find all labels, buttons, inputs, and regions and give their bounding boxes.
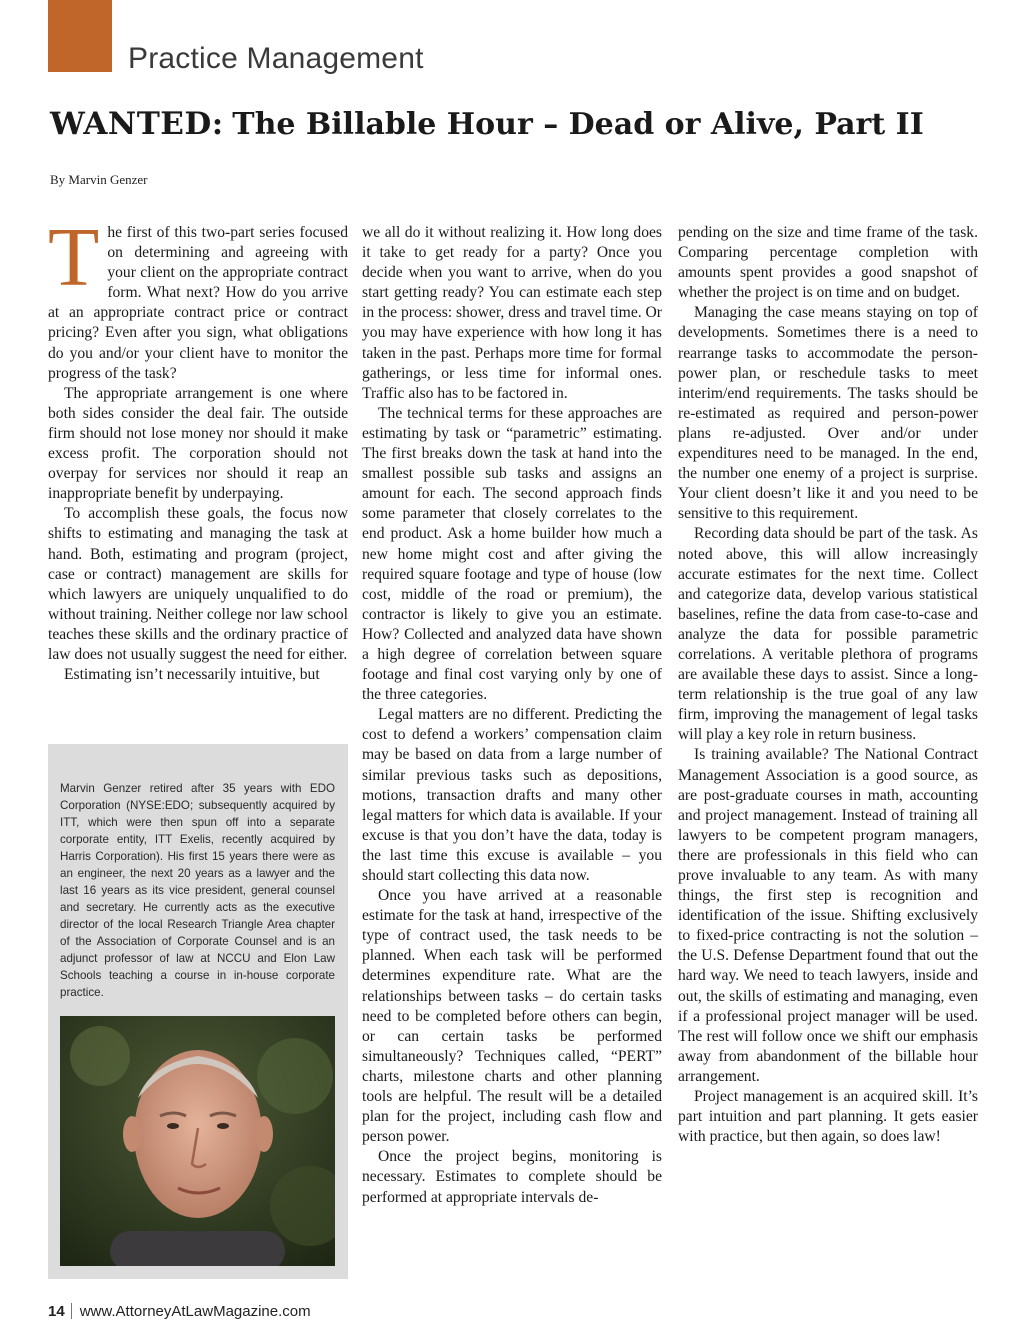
headline-title: The Billable Hour – Dead or Alive, Part II [232,107,924,142]
page-number: 14 [48,1303,65,1320]
website-link[interactable]: www.AttorneyAtLawMagazine.com [79,1303,311,1320]
paragraph: Managing the case means staying on top of developments. Sometimes there is a need to rearrange tasks to accommodate the person-power plan, or reschedule tasks to meet interim/end requirements. The tasks should be re-estimated as required and person-power plans re-adjusted. Over and/or under expenditures need to be managed. In the end, the number one enemy of a project is surprise. Your client doesn’t like it and you need to be sensitive to this requirement. [678,304,978,523]
section-title: Practice Management [128,42,424,75]
drop-cap: T [48,211,100,304]
footer-divider [71,1303,72,1319]
author-bio-text: Marvin Genzer retired after 35 years with EDO Corporation (NYSE:EDO; subsequently acquired by ITT, which were then spun off into a separate corporate entity, ITT Exelis, recently acquired by Harris Corporation). His first 15 years there were as an engineer, the next 20 years as a lawyer and the last 16 years as its vice president, general counsel and secretary. He currently acts as the executive director of the local Research Triangle Area chapter of the Association of Corporate Counsel and is an adjunct professor of law at NCCU and Elon Law Schools teaching a course in in-house corporate practice. [60,782,335,999]
paragraph-text: he first of this two-part series focused on determining and agreeing with your client on the appropriate contract form. What next? How do you arrive at an appropriate contract price or contract pricing? Even after you sign, what obligations do you and/or your client have to monitor the progress of the task? [48,224,348,382]
paragraph: Legal matters are no different. Predicting the cost to defend a workers’ compensation claim may be based on data from a large number of similar previous tasks such as depositions, motions, transaction drafts and many other legal matters for which data is available. If your excuse is that you don’t have the data, today is the last time this excuse is available – you should start collecting this data now. [362,706,662,884]
article-column-1 [48,211,348,685]
paragraph: Once the project begins, monitoring is necessary. Estimates to complete should be performed at appropriate intervals de- [362,1148,662,1206]
paragraph: Project management is an acquired skill. It’s part intuition and part planning. It gets easier with practice, but then again, so does law! [678,1088,978,1146]
paragraph: The appropriate arrangement is one where both sides consider the deal fair. The outside firm should not lose money nor should it make excess profit. The corporation should not overpay for services nor should it reap an inappropriate benefit by underpaying. [48,384,348,503]
author-portrait-image [60,1016,335,1266]
paragraph: Once you have arrived at a reasonable estimate for the task at hand, irrespective of the type of contract used, the task needs to be planned. When each task will be performed determines expenditure rate. What are the relationships between tasks – do certain tasks need to be completed before others can begin, or can certain tasks be performed simultaneously? Techniques called, “PERT” charts, milestone charts and other planning tools are helpful. The result will be a detailed plan for the project, including cash flow and person power. [362,887,662,1146]
paragraph: we all do it without realizing it. How long does it take to get ready for a party? Once you decide when you want to arrive, when do you start getting ready? You can estimate each step in the process: shower, dress and travel time. Or you may have experience with how long it has taken in the past. Perhaps more time for formal gatherings, or less time for informal ones. Traffic also has to be factored in. [362,224,662,402]
paragraph: To accomplish these goals, the focus now shifts to estimating and managing the task at hand. Both, estimating and program (project, case or contract) management are skills for which lawyers are uniquely unqualified to do without training. Neither college nor law school teaches these skills and the ordinary practice of law does not usually suggest the need for either. [48,505,348,663]
page-footer [48,1303,311,1320]
paragraph: Recording data should be part of the task. As noted above, this will allow increasingly accurate estimates for the next time. Collect and categorize data, develop various statistical baselines, refine the data from case-to-case and analyze the data for possible parametric correlations. A veritable plethora of programs are available these days to assist. Since a long-term relationship is the true goal of any law firm, improving the management of legal tasks will play a key role in return business. [678,525,978,744]
headline-kicker: WANTED: [50,106,224,142]
article-column-2 [362,223,662,1208]
article-column-3 [678,223,978,1147]
byline: By Marvin Genzer [50,172,148,187]
paragraph: Is training available? The National Contract Management Association is a good source, as are post-graduate courses in math, accounting and project management. Instead of training all lawyers to be competent program managers, there are professionals in this field who can prove invaluable to any team. As with many things, the first step is recognition and identification of the issue. Shifting exclusively to fixed-price contracting is not the solution – the U.S. Defense Department found that out the hard way. We need to teach lawyers, inside and out, the skills of estimating and managing, even if a professional project manager will be used. The rest will follow once we shift our emphasis away from abandonment of the billable hour arrangement. [678,746,978,1085]
paragraph: Estimating isn’t necessarily intuitive, but [64,666,320,684]
paragraph: pending on the size and time frame of the task. Comparing percentage completion with amounts spent provides a good snapshot of whether the project is on time and on budget. [678,224,978,302]
section-color-tab [48,0,112,72]
paragraph [48,211,348,384]
paragraph: The technical terms for these approaches are estimating by task or “parametric” estimating. The first breaks down the task at hand into the smallest possible sub tasks and assigns an amount for each. The second approach finds some parameter that closely correlates to the end product. Ask a home builder how much a new home might cost and after giving the required square footage and type of house (low cost, middle of the road or premium), the contractor is likely to give you an estimate. How? Collected and analyzed data have shown a high degree of correlation between square footage and final cost varying only by one of the three categories. [362,404,662,704]
author-photo [60,1016,335,1266]
article-headline [50,104,924,145]
